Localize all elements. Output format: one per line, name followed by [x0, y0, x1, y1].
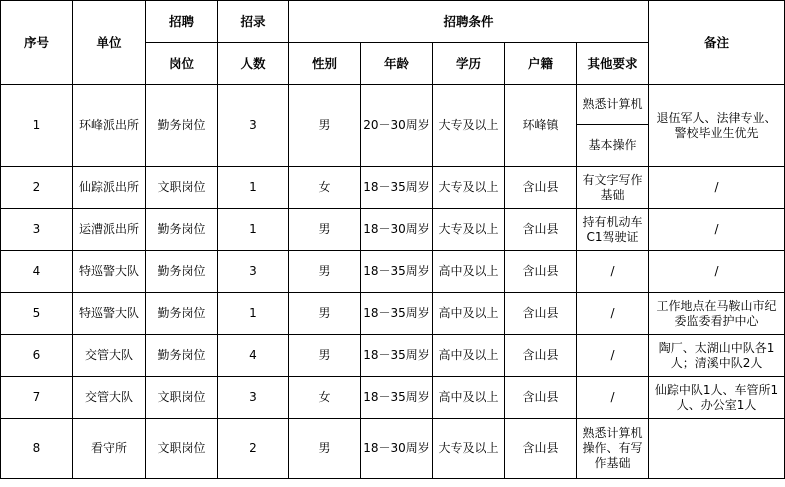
cell-unit: 仙踪派出所	[73, 167, 146, 209]
cell-remark: 陶厂、太湖山中队各1人；清溪中队2人	[649, 335, 785, 377]
cell-age: 20－30周岁	[361, 85, 433, 167]
cell-position: 勤务岗位	[146, 293, 218, 335]
cell-hukou: 含山县	[505, 251, 577, 293]
cell-gender: 男	[289, 85, 361, 167]
cell-gender: 女	[289, 377, 361, 419]
header-hire: 招录	[218, 1, 289, 43]
cell-gender: 男	[289, 293, 361, 335]
table-row	[1, 251, 785, 293]
cell-count: 2	[218, 419, 289, 479]
cell-count: 3	[218, 85, 289, 167]
cell-count: 1	[218, 167, 289, 209]
cell-position: 勤务岗位	[146, 209, 218, 251]
cell-other: /	[577, 293, 649, 335]
header-position: 岗位	[146, 43, 218, 85]
cell-remark	[649, 419, 785, 479]
cell-other: 有文字写作基础	[577, 167, 649, 209]
cell-unit: 运漕派出所	[73, 209, 146, 251]
cell-age: 18－30周岁	[361, 209, 433, 251]
cell-other-a: 熟悉计算机	[577, 85, 649, 125]
cell-hukou: 含山县	[505, 377, 577, 419]
cell-remark: /	[649, 209, 785, 251]
header-hukou: 户籍	[505, 43, 577, 85]
cell-gender: 男	[289, 251, 361, 293]
header-recruit: 招聘	[146, 1, 218, 43]
cell-remark: 工作地点在马鞍山市纪委监委看护中心	[649, 293, 785, 335]
cell-position: 文职岗位	[146, 419, 218, 479]
header-remarks: 备注	[649, 1, 785, 85]
cell-education: 大专及以上	[433, 419, 505, 479]
cell-hukou: 含山县	[505, 419, 577, 479]
cell-education: 高中及以上	[433, 377, 505, 419]
cell-remark: /	[649, 167, 785, 209]
cell-other: /	[577, 335, 649, 377]
cell-education: 大专及以上	[433, 209, 505, 251]
cell-hukou: 环峰镇	[505, 85, 577, 167]
cell-unit: 看守所	[73, 419, 146, 479]
header-row-top	[1, 1, 785, 43]
header-seq: 序号	[1, 1, 73, 85]
cell-age: 18－35周岁	[361, 377, 433, 419]
table-row	[1, 419, 785, 479]
cell-unit: 特巡警大队	[73, 293, 146, 335]
cell-unit: 交管大队	[73, 335, 146, 377]
cell-hukou: 含山县	[505, 293, 577, 335]
cell-seq: 1	[1, 85, 73, 167]
header-other: 其他要求	[577, 43, 649, 85]
header-age: 年龄	[361, 43, 433, 85]
cell-remark: 仙踪中队1人、车管所1人、办公室1人	[649, 377, 785, 419]
cell-count: 4	[218, 335, 289, 377]
table-row	[1, 293, 785, 335]
cell-unit: 环峰派出所	[73, 85, 146, 167]
cell-other: /	[577, 251, 649, 293]
cell-hukou: 含山县	[505, 209, 577, 251]
cell-gender: 女	[289, 167, 361, 209]
header-unit: 单位	[73, 1, 146, 85]
cell-seq: 4	[1, 251, 73, 293]
cell-education: 高中及以上	[433, 335, 505, 377]
table-row	[1, 209, 785, 251]
cell-position: 勤务岗位	[146, 251, 218, 293]
cell-other: /	[577, 377, 649, 419]
cell-seq: 3	[1, 209, 73, 251]
header-count: 人数	[218, 43, 289, 85]
cell-unit: 特巡警大队	[73, 251, 146, 293]
cell-unit: 交管大队	[73, 377, 146, 419]
cell-hukou: 含山县	[505, 167, 577, 209]
cell-count: 3	[218, 251, 289, 293]
cell-seq: 2	[1, 167, 73, 209]
cell-education: 大专及以上	[433, 167, 505, 209]
cell-position: 文职岗位	[146, 167, 218, 209]
table-row	[1, 85, 785, 125]
cell-remark: 退伍军人、法律专业、警校毕业生优先	[649, 85, 785, 167]
cell-count: 1	[218, 209, 289, 251]
cell-other: 持有机动车C1驾驶证	[577, 209, 649, 251]
cell-hukou: 含山县	[505, 335, 577, 377]
cell-gender: 男	[289, 419, 361, 479]
cell-education: 高中及以上	[433, 293, 505, 335]
cell-other-b: 基本操作	[577, 125, 649, 167]
header-conditions: 招聘条件	[289, 1, 649, 43]
cell-age: 18－35周岁	[361, 167, 433, 209]
header-education: 学历	[433, 43, 505, 85]
table-row	[1, 167, 785, 209]
cell-position: 勤务岗位	[146, 85, 218, 167]
cell-education: 高中及以上	[433, 251, 505, 293]
cell-seq: 8	[1, 419, 73, 479]
cell-age: 18－30周岁	[361, 419, 433, 479]
cell-age: 18－35周岁	[361, 335, 433, 377]
table-row	[1, 335, 785, 377]
cell-position: 勤务岗位	[146, 335, 218, 377]
cell-seq: 6	[1, 335, 73, 377]
cell-position: 文职岗位	[146, 377, 218, 419]
cell-seq: 7	[1, 377, 73, 419]
cell-age: 18－35周岁	[361, 251, 433, 293]
cell-count: 3	[218, 377, 289, 419]
table-row	[1, 377, 785, 419]
cell-education: 大专及以上	[433, 85, 505, 167]
cell-other: 熟悉计算机操作、有写作基础	[577, 419, 649, 479]
cell-gender: 男	[289, 335, 361, 377]
header-gender: 性别	[289, 43, 361, 85]
cell-gender: 男	[289, 209, 361, 251]
cell-seq: 5	[1, 293, 73, 335]
cell-age: 18－35周岁	[361, 293, 433, 335]
cell-count: 1	[218, 293, 289, 335]
cell-remark: /	[649, 251, 785, 293]
